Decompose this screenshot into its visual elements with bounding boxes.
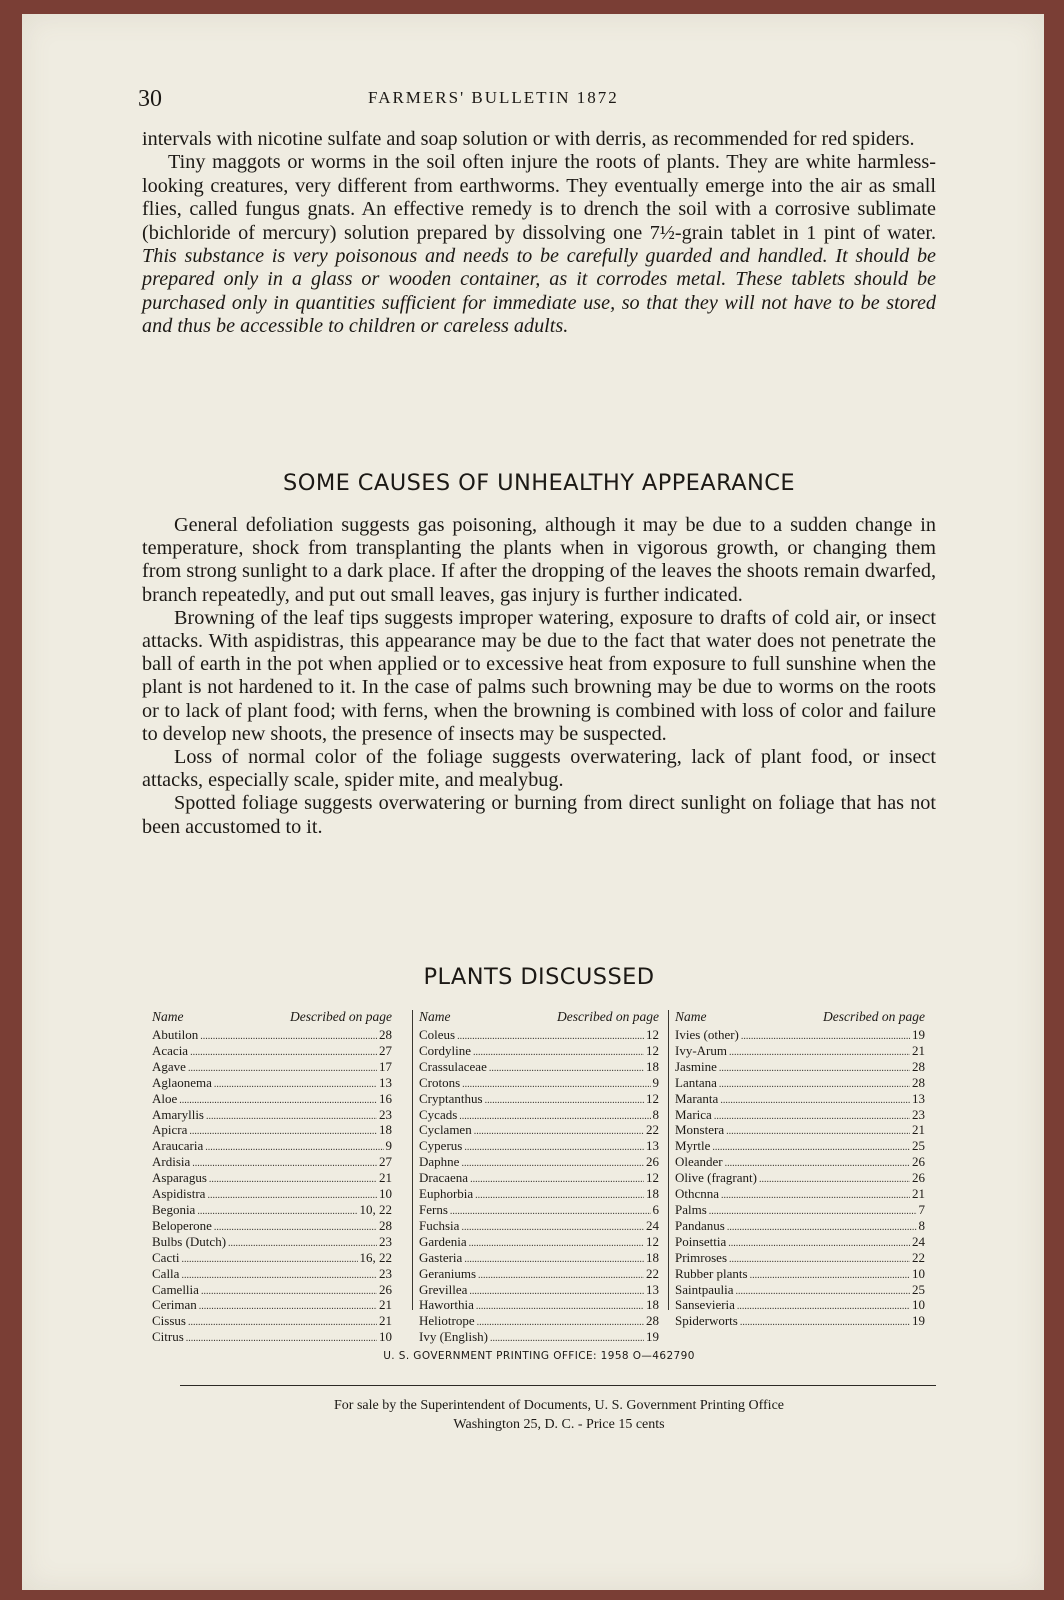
index-entry (675, 1108, 925, 1124)
plant-name: Coleus (419, 1027, 456, 1042)
column-header-page: Described on page (557, 1009, 659, 1024)
page-reference: 9 (652, 1074, 659, 1090)
index-entry (675, 1219, 925, 1235)
index-entry (419, 1139, 659, 1155)
plant-name: Aspidistra (152, 1186, 206, 1202)
plant-name: Ardisia (152, 1154, 191, 1170)
index-entry (419, 1187, 659, 1203)
page-reference: 21 (912, 1042, 925, 1058)
index-entry (152, 1187, 392, 1203)
page-reference: 26 (379, 1281, 392, 1297)
index-entry (419, 1283, 659, 1299)
plant-name: Saintpaulia (675, 1281, 734, 1297)
leader-dots (201, 1285, 377, 1299)
plant-name: Haworthia (419, 1297, 474, 1313)
plant-name: Olive (fragrant) (675, 1170, 757, 1186)
plant-name: Apicra (152, 1122, 188, 1138)
plant-name: Maranta (675, 1090, 719, 1106)
plant-name: Cissus (152, 1313, 186, 1329)
sale-line-1: For sale by the Superintendent of Documents, U. S. Government Printing Office (334, 1398, 784, 1413)
plant-name: Cacti (152, 1249, 180, 1265)
leader-dots (485, 1094, 644, 1108)
intro-paragraph-2 (142, 151, 936, 338)
plant-name: Rubber plants (675, 1265, 748, 1281)
page-reference: 28 (379, 1027, 392, 1042)
leader-dots (469, 1237, 644, 1251)
column-header-name: Name (419, 1009, 451, 1024)
index-entry (675, 1060, 925, 1076)
page-reference: 26 (912, 1154, 925, 1170)
leader-dots (214, 1078, 377, 1092)
page-reference: 12 (646, 1170, 659, 1186)
index-entry (419, 1076, 659, 1092)
index-entry (419, 1028, 659, 1044)
page-reference: 10 (379, 1186, 392, 1202)
intro-paragraph-1: intervals with nicotine sulfate and soap solution or with derris, as recommended for red spiders. (142, 128, 915, 150)
plant-name: Ferns (419, 1201, 448, 1217)
leader-dots (736, 1285, 911, 1299)
page-reference: 24 (912, 1233, 925, 1249)
index-entry (419, 1092, 659, 1108)
plant-name: Daphne (419, 1154, 460, 1170)
index-entry (152, 1155, 392, 1171)
leader-dots (741, 1030, 910, 1044)
plant-name: Fuchsia (419, 1217, 460, 1233)
leader-dots (450, 1205, 651, 1219)
index-entry (675, 1298, 925, 1314)
page-reference: 27 (379, 1154, 392, 1170)
page-reference: 22 (646, 1265, 659, 1281)
page-reference: 19 (646, 1329, 659, 1345)
page-reference: 23 (379, 1233, 392, 1249)
index-entry (152, 1203, 392, 1219)
plant-name: Monstera (675, 1122, 725, 1138)
index-entry (675, 1203, 925, 1219)
leader-dots (457, 1030, 644, 1044)
index-column-3 (668, 1009, 925, 1329)
plant-name: Aglaonema (152, 1074, 212, 1090)
page-reference: 7 (918, 1201, 925, 1217)
leader-dots (192, 1157, 377, 1171)
index-entry (675, 1092, 925, 1108)
page-reference: 12 (646, 1090, 659, 1106)
leader-dots (729, 1046, 910, 1060)
paragraph-defoliation: General defoliation suggests gas poisoning, although it may be due to a sudden change in temperature, shock from transplanting the plants when in vigorous growth, or changing them from strong sunlight to a dark place. If after the dropping of the leaves the shoots remain dwarfed, branch repeatedly, and put out small leaves, gas injury is further indicated. (142, 514, 936, 606)
plant-name: Palms (675, 1201, 707, 1217)
leader-dots (209, 1173, 377, 1187)
leader-dots (186, 1332, 377, 1346)
plant-name: Citrus (152, 1329, 184, 1345)
page-reference: 19 (912, 1313, 925, 1329)
leader-dots (207, 1189, 377, 1203)
index-entry (675, 1171, 925, 1187)
index-entry (419, 1108, 659, 1124)
leader-dots (205, 1141, 383, 1155)
leader-dots (721, 1189, 910, 1203)
plant-name: Bulbs (Dutch) (152, 1233, 227, 1249)
index-entry (419, 1123, 659, 1139)
plant-name: Grevillea (419, 1281, 468, 1297)
index-entry (152, 1251, 392, 1267)
paragraph-browning: Browning of the leaf tips suggests improper watering, exposure to drafts of cold air, or insect attacks. With aspidistras, this appearance may be due to the fact that water does not penetrate the ball of earth in the pot when applied or to excessive heat from exposure to full sunshine when the plant is not hardened to it. In the case of palms such browning may be due to worms on the roots or to lack of plant food; with ferns, when the browning is combined with loss of color and failure to develop new shoots, the presence of insects may be suspected. (142, 606, 936, 745)
plant-name: Araucaria (152, 1138, 204, 1154)
page-reference: 10, 22 (359, 1201, 392, 1217)
page-reference: 23 (379, 1265, 392, 1281)
index-entry (675, 1235, 925, 1251)
page-reference: 16, 22 (359, 1249, 392, 1265)
column-header-name: Name (675, 1009, 707, 1024)
page-reference: 21 (379, 1313, 392, 1329)
index-entry (419, 1171, 659, 1187)
section-heading-unhealthy: SOME CAUSES OF UNHEALTHY APPEARANCE (283, 470, 795, 496)
leader-dots (181, 1253, 357, 1267)
plants-index (152, 1009, 942, 1345)
printing-office-line: U. S. GOVERNMENT PRINTING OFFICE: 1958 O—462790 (383, 1350, 695, 1362)
leader-dots (199, 1300, 377, 1314)
plant-name: Cryptanthus (419, 1090, 483, 1106)
leader-dots (728, 1237, 910, 1251)
index-entry (152, 1076, 392, 1092)
plant-name: Geraniums (419, 1265, 477, 1281)
leader-dots (489, 1062, 644, 1076)
page-reference: 24 (646, 1217, 659, 1233)
leader-dots (464, 1253, 644, 1267)
index-entry (152, 1108, 392, 1124)
page-reference: 17 (379, 1058, 392, 1074)
leader-dots (469, 1285, 644, 1299)
page-reference: 21 (912, 1122, 925, 1138)
page-reference: 18 (646, 1058, 659, 1074)
plant-name: Amaryllis (152, 1106, 204, 1122)
page-reference: 10 (912, 1265, 925, 1281)
index-column-1 (152, 1009, 392, 1345)
index-entry (419, 1044, 659, 1060)
page-reference: 23 (379, 1106, 392, 1122)
index-entry (152, 1219, 392, 1235)
plant-name: Cyperus (419, 1138, 463, 1154)
sale-notice (142, 1396, 976, 1434)
page-reference: 8 (918, 1217, 925, 1233)
index-column-2 (412, 1009, 659, 1345)
page-number: 30 (138, 86, 162, 112)
index-entry (152, 1267, 392, 1283)
index-entry (419, 1155, 659, 1171)
plant-name: Heliotrope (419, 1313, 475, 1329)
section-heading-plants: PLANTS DISCUSSED (423, 964, 655, 990)
plant-name: Primroses (675, 1249, 727, 1265)
plant-name: Aloe (152, 1090, 178, 1106)
column-header-page: Described on page (290, 1009, 392, 1024)
plant-name: Ivies (other) (675, 1027, 739, 1042)
index-entry (675, 1028, 925, 1044)
column-header-name: Name (152, 1009, 184, 1024)
page-reference: 25 (912, 1138, 925, 1154)
page-reference: 6 (652, 1201, 659, 1217)
page-reference: 22 (912, 1249, 925, 1265)
page-reference: 21 (379, 1297, 392, 1313)
index-entry (152, 1314, 392, 1330)
plant-name: Gardenia (419, 1233, 467, 1249)
bulletin-title: FARMERS' BULLETIN 1872 (368, 88, 619, 107)
page-reference: 12 (646, 1027, 659, 1042)
leader-dots (473, 1046, 644, 1060)
page-reference: 19 (912, 1027, 925, 1042)
leader-dots (712, 1141, 910, 1155)
index-entry (419, 1060, 659, 1076)
leader-dots (719, 1078, 910, 1092)
page-reference: 12 (646, 1233, 659, 1249)
page-reference: 13 (379, 1074, 392, 1090)
index-entry (675, 1076, 925, 1092)
leader-dots (461, 1157, 644, 1171)
leader-dots (188, 1316, 377, 1330)
plant-name: Cordyline (419, 1042, 471, 1058)
page-reference: 18 (646, 1297, 659, 1313)
index-entry (675, 1251, 925, 1267)
intro-plain-text: Tiny maggots or worms in the soil often injure the roots of plants. They are white harmless-looking creatures, very different from earthworms. They eventually emerge into the air as small flies, called fungus gnats. An effective remedy is to drench the soil with a corrosive sublimate (bichloride of mercury) solution prepared by dissolving one 7½-grain tablet in 1 pint of water. (142, 151, 936, 244)
plant-name: Pandanus (675, 1217, 725, 1233)
leader-dots (214, 1221, 377, 1235)
plant-name: Cycads (419, 1106, 458, 1122)
index-column-header (675, 1010, 925, 1028)
leader-dots (737, 1300, 910, 1314)
plant-name: Abutilon (152, 1027, 199, 1042)
leader-dots (459, 1110, 650, 1124)
page-reference: 10 (912, 1297, 925, 1313)
page-reference: 18 (646, 1186, 659, 1202)
leader-dots (714, 1110, 910, 1124)
index-entry (152, 1283, 392, 1299)
index-entry (419, 1219, 659, 1235)
leader-dots (477, 1316, 644, 1330)
plant-name: Lantana (675, 1074, 717, 1090)
leader-dots (709, 1205, 917, 1219)
index-entry (152, 1139, 392, 1155)
page-reference: 12 (646, 1042, 659, 1058)
index-entry (152, 1123, 392, 1139)
plant-name: Spiderworts (675, 1313, 738, 1329)
index-entry (675, 1283, 925, 1299)
plant-name: Marica (675, 1106, 712, 1122)
plant-name: Camellia (152, 1281, 199, 1297)
page-reference: 22 (646, 1122, 659, 1138)
plant-name: Ceriman (152, 1297, 197, 1313)
leader-dots (470, 1173, 644, 1187)
leader-dots (189, 1125, 377, 1139)
page-reference: 13 (912, 1090, 925, 1106)
leader-dots (464, 1141, 644, 1155)
leader-dots (475, 1189, 644, 1203)
index-column-header (419, 1010, 659, 1028)
plant-name: Crassulaceae (419, 1058, 487, 1074)
paragraph-spotted-foliage: Spotted foliage suggests overwatering or burning from direct sunlight on foliage that has not been accustomed to it. (142, 792, 936, 838)
index-entry (675, 1267, 925, 1283)
index-entry (152, 1060, 392, 1076)
page-reference: 8 (652, 1106, 659, 1122)
plant-name: Poinsettia (675, 1233, 727, 1249)
leader-dots (729, 1253, 910, 1267)
intro-warning-text: This substance is very poisonous and needs to be carefully guarded and handled. It should be prepared only in a glass or wooden container, as it corrodes metal. These tablets should be purchased only in quantities sufficient for immediate use, so that they will not have to be stored and thus be accessible to children or careless adults. (142, 245, 936, 338)
page-reference: 28 (379, 1217, 392, 1233)
page-reference: 27 (379, 1042, 392, 1058)
plant-name: Othcnna (675, 1186, 720, 1202)
footer-rule (180, 1385, 936, 1386)
page-reference: 18 (379, 1122, 392, 1138)
plant-name: Ivy (English) (419, 1329, 488, 1345)
index-entry (419, 1314, 659, 1330)
index-column-header (152, 1010, 392, 1028)
page-reference: 23 (912, 1106, 925, 1122)
column-header-page: Described on page (823, 1009, 925, 1024)
page-reference: 21 (379, 1170, 392, 1186)
page-reference: 13 (646, 1281, 659, 1297)
index-entry (675, 1123, 925, 1139)
index-entry (419, 1251, 659, 1267)
plant-name: Beloperone (152, 1217, 212, 1233)
index-entry (419, 1267, 659, 1283)
leader-dots (727, 1221, 917, 1235)
plant-name: Gasteria (419, 1249, 463, 1265)
leader-dots (200, 1030, 377, 1044)
index-entry (152, 1235, 392, 1251)
leader-dots (759, 1173, 910, 1187)
leader-dots (462, 1078, 650, 1092)
page-reference: 21 (912, 1186, 925, 1202)
page-reference: 28 (912, 1058, 925, 1074)
page-reference: 28 (912, 1074, 925, 1090)
plant-name: Agave (152, 1058, 186, 1074)
plant-name: Jasmine (675, 1058, 717, 1074)
intro-text (142, 128, 936, 339)
leader-dots (206, 1110, 377, 1124)
index-entry (419, 1330, 659, 1346)
plant-name: Oleander (675, 1154, 723, 1170)
page-reference: 25 (912, 1281, 925, 1297)
index-entry (675, 1044, 925, 1060)
page-reference: 13 (646, 1138, 659, 1154)
leader-dots (461, 1221, 644, 1235)
leader-dots (740, 1316, 910, 1330)
leader-dots (726, 1125, 910, 1139)
page-reference: 9 (385, 1138, 392, 1154)
plant-name: Calla (152, 1265, 180, 1281)
leader-dots (478, 1269, 644, 1283)
index-entry (419, 1298, 659, 1314)
index-entry (152, 1028, 392, 1044)
unhealthy-appearance-text (142, 514, 936, 839)
paragraph-loss-of-color: Loss of normal color of the foliage suggests overwatering, lack of plant food, or insect attacks, especially scale, spider mite, and mealybug. (142, 746, 936, 792)
plant-name: Sansevieria (675, 1297, 735, 1313)
leader-dots (725, 1157, 910, 1171)
index-entry (675, 1155, 925, 1171)
page-reference: 26 (646, 1154, 659, 1170)
leader-dots (197, 1205, 357, 1219)
page-header (138, 86, 708, 116)
leader-dots (179, 1094, 377, 1108)
plant-name: Dracaena (419, 1170, 469, 1186)
plant-name: Crotons (419, 1074, 461, 1090)
leader-dots (474, 1125, 644, 1139)
leader-dots (476, 1300, 644, 1314)
page-reference: 10 (379, 1329, 392, 1345)
index-entry (152, 1330, 392, 1346)
index-entry (152, 1171, 392, 1187)
index-entry (419, 1203, 659, 1219)
index-entry (152, 1092, 392, 1108)
page-reference: 16 (379, 1090, 392, 1106)
plant-name: Acacia (152, 1042, 189, 1058)
leader-dots (228, 1237, 377, 1251)
index-entry (152, 1044, 392, 1060)
plant-name: Euphorbia (419, 1186, 474, 1202)
plant-name: Myrtle (675, 1138, 711, 1154)
leader-dots (490, 1332, 644, 1346)
page-reference: 26 (912, 1170, 925, 1186)
index-entry (675, 1314, 925, 1330)
page-reference: 18 (646, 1249, 659, 1265)
index-entry (675, 1139, 925, 1155)
plant-name: Ivy-Arum (675, 1042, 727, 1058)
leader-dots (188, 1062, 377, 1076)
leader-dots (190, 1046, 377, 1060)
plant-name: Begonia (152, 1201, 196, 1217)
leader-dots (720, 1094, 910, 1108)
leader-dots (719, 1062, 910, 1076)
plant-name: Cyclamen (419, 1122, 472, 1138)
sale-line-2: Washington 25, D. C. - Price 15 cents (453, 1417, 665, 1432)
page-reference: 28 (646, 1313, 659, 1329)
plant-name: Asparagus (152, 1170, 207, 1186)
leader-dots (181, 1269, 377, 1283)
index-entry (419, 1235, 659, 1251)
index-entry (675, 1187, 925, 1203)
leader-dots (750, 1269, 910, 1283)
index-entry (152, 1298, 392, 1314)
